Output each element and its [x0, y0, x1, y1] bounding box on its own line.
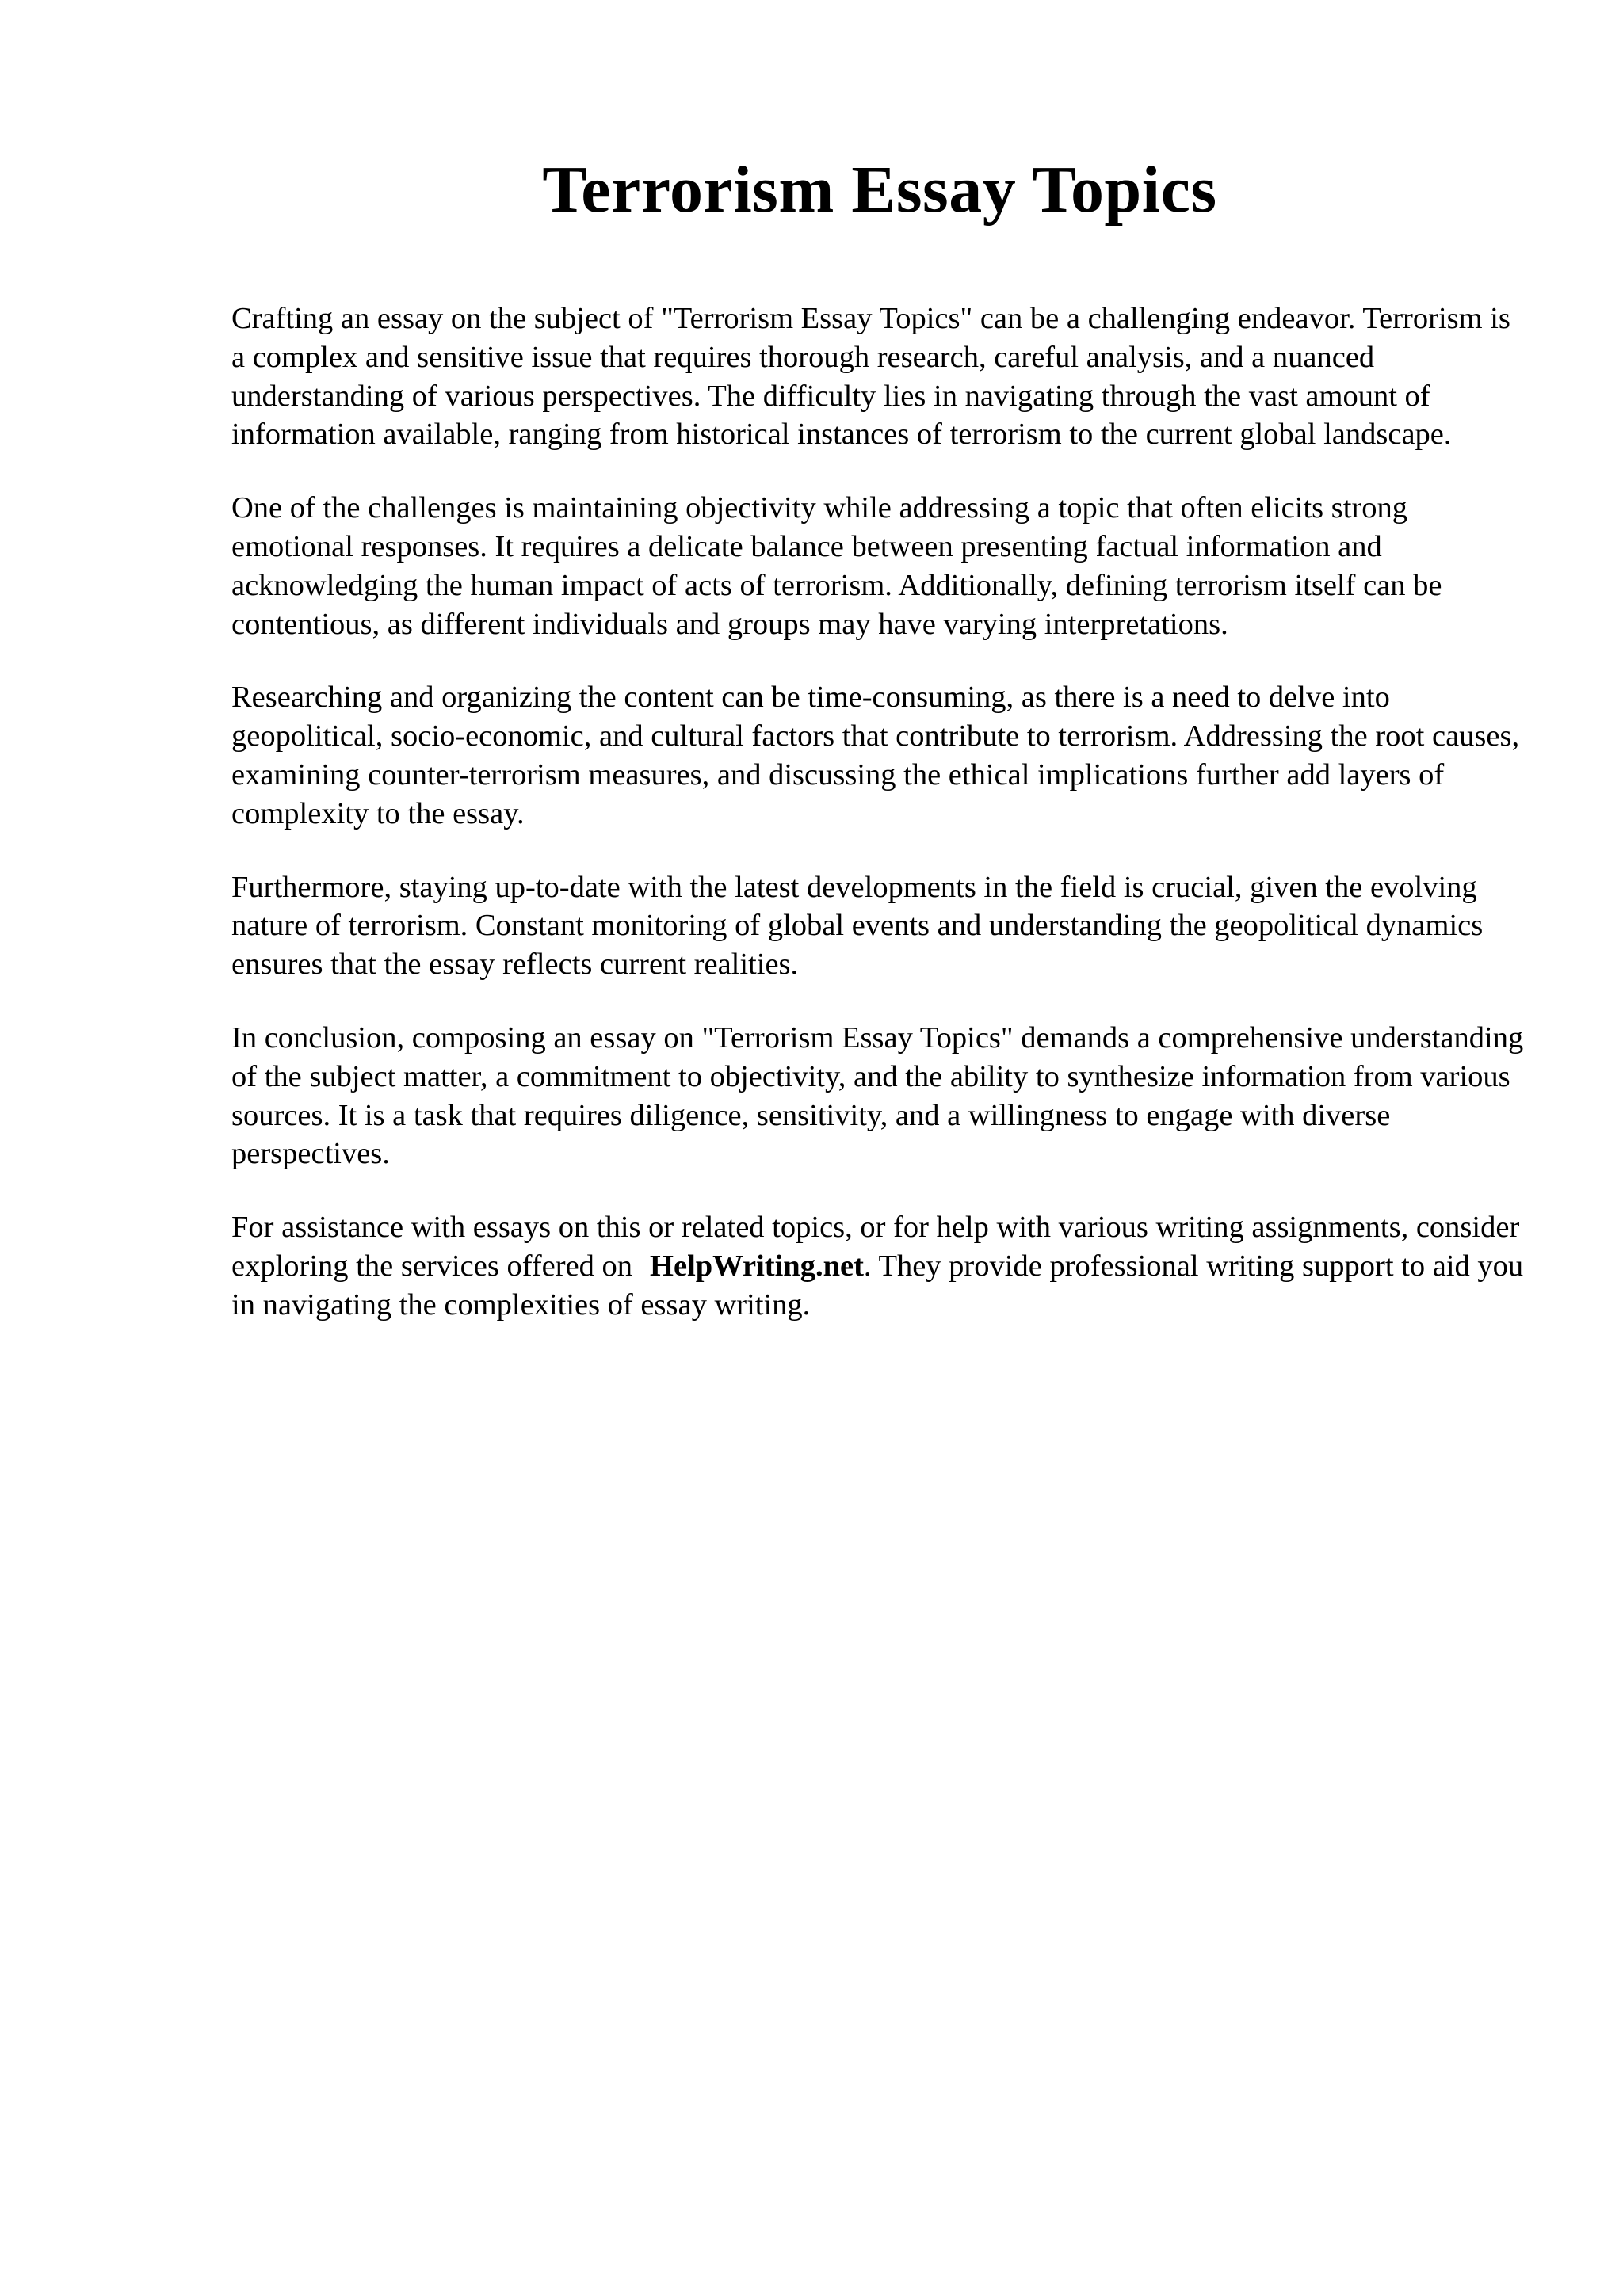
paragraph-conclusion: In conclusion, composing an essay on "Terrorism Essay Topics" demands a comprehensive understanding of the subject matter, a commitment to objectivity, and the ability to synthesize information from various sources. It is a task that requires diligence, sensitivity, and a willingness to engage with diverse perspectives. — [231, 1020, 1524, 1171]
paragraph-challenges: One of the challenges is maintaining objectivity while addressing a topic that often elicits strong emotional responses. It requires a delicate balance between presenting factual information and acknowledging the human impact of acts of terrorism. Additionally, defining terrorism itself can be contentious, as different individuals and groups may have varying interpretations. — [231, 491, 1442, 641]
page-title: Terrorism Essay Topics — [542, 153, 1217, 227]
paragraph-developments: Furthermore, staying up-to-date with the latest developments in the field is crucial, given the evolving nature of terrorism. Constant monitoring of global events and understanding the geopolitical dynamics ensures that the essay reflects current realities. — [231, 870, 1484, 982]
brand-name: HelpWriting.net — [650, 1249, 864, 1283]
paragraph-intro: Crafting an essay on the subject of "Terrorism Essay Topics" can be a challenging endeavor. Terrorism is a complex and sensitive issue that requires thorough research, careful analysis, and a nuanced understanding of various perspectives. The difficulty lies in navigating through the vast amount of information available, ranging from historical instances of terrorism to the current global landscape. — [231, 302, 1510, 452]
closing-text-before: For assistance with essays on this or related topics, or for help with various writing assignments, consider exploring the services offered on — [231, 1211, 1520, 1283]
closing-text-after: . They provide professional writing support to aid you in navigating the complexities of essay writing. — [231, 1249, 1524, 1322]
document-body — [231, 299, 1531, 1360]
paragraph-research: Researching and organizing the content can be time-consuming, as there is a need to delve into geopolitical, socio-economic, and cultural factors that contribute to terrorism. Addressing the root causes, examining counter-terrorism measures, and discussing the ethical implications further add layers of complexity to the essay. — [231, 681, 1520, 830]
paragraph-closing — [231, 1208, 1531, 1324]
